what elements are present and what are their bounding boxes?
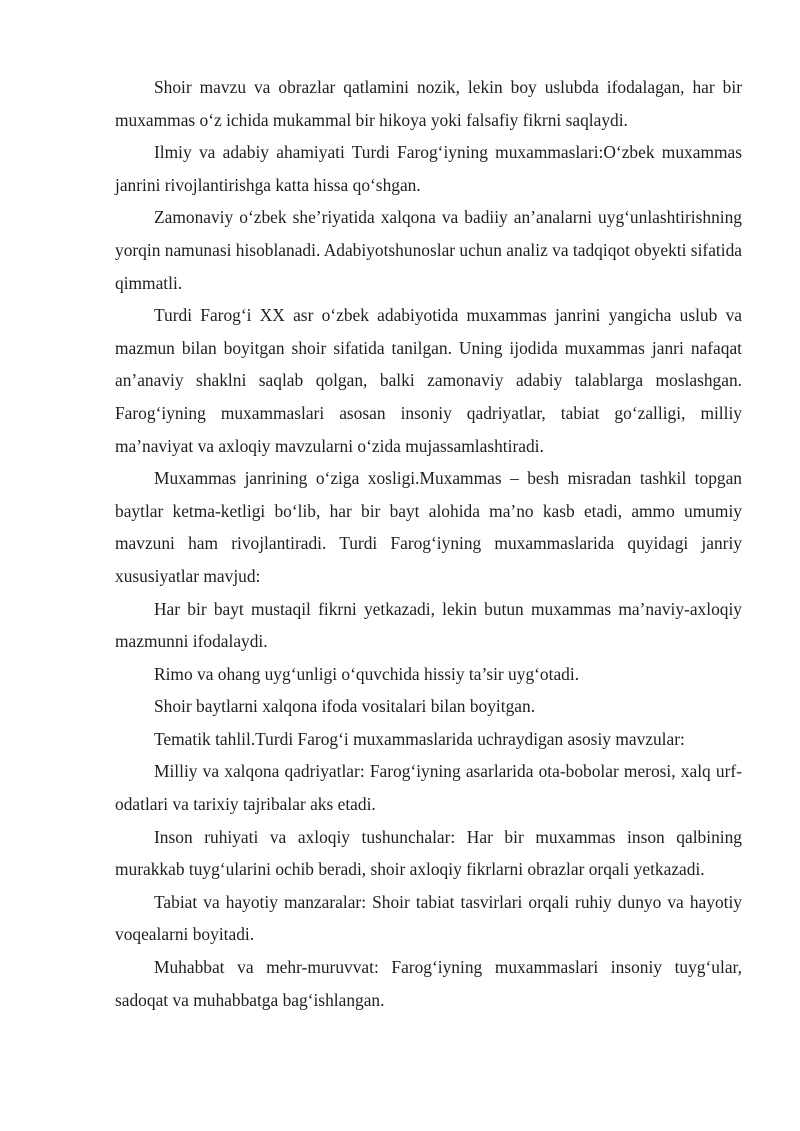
paragraph-11: Inson ruhiyati va axloqiy tushunchalar: Har bir muxammas inson qalbining murakkab tuyg‘ularini ochib beradi, shoir axloqiy fikrlarni obrazlar orqali yetkazadi. <box>115 826 742 880</box>
paragraph-10: Milliy va xalqona qadriyatlar: Farog‘iyning asarlarida ota-bobolar merosi, xalq urf-odatlari va tarixiy tajribalar aks etadi. <box>115 761 742 815</box>
paragraph-2: Ilmiy va adabiy ahamiyati Turdi Farog‘iyning muxammaslari:O‘zbek muxammas janrini rivojlantirishga katta hissa qo‘shgan. <box>115 142 742 195</box>
paragraph-12: Tabiat va hayotiy manzaralar: Shoir tabiat tasvirlari orqali ruhiy dunyo va hayotiy voqealarni boyitadi. <box>115 891 742 945</box>
paragraph-9: Tematik tahlil.Turdi Farog‘i muxammaslarida uchraydigan asosiy mavzular: <box>154 728 685 749</box>
paragraph-6: Har bir bayt mustaqil fikrni yetkazadi, lekin butun muxammas ma’naviy-axloqiy mazmunni ifodalaydi. <box>115 598 742 652</box>
paragraph-7: Rimo va ohang uyg‘unligi o‘quvchida hissiy ta’sir uyg‘otadi. <box>154 663 580 684</box>
paragraph-13: Muhabbat va mehr-muruvvat: Farog‘iyning muxammaslari insoniy tuyg‘ular, sadoqat va muhabbatga bag‘ishlangan. <box>115 957 742 1010</box>
paragraph-1: Shoir mavzu va obrazlar qatlamini nozik, lekin boy uslubda ifodalagan, har bir muxammas o‘z ichida mukammal bir hikoya yoki falsafiy fikrni saqlaydi. <box>115 77 742 130</box>
paragraph-8: Shoir baytlarni xalqona ifoda vositalari bilan boyitgan. <box>154 696 536 717</box>
paragraph-5: Muxammas janrining o‘ziga xosligi.Muxammas – besh misradan tashkil topgan baytlar ketma-ketligi bo‘lib, har bir bayt alohida ma’no kasb etadi, ammo umumiy mavzuni ham rivojlantiradi. Turdi Farog‘iyning muxammaslarida quyidagi janriy xususiyatlar mavjud: <box>115 468 742 586</box>
paragraph-3: Zamonaviy o‘zbek she’riyatida xalqona va badiiy an’analarni uyg‘unlashtirishning yorqin namunasi hisoblanadi. Adabiyotshunoslar uchun analiz va tadqiqot obyekti sifatida qimmatli. <box>115 207 742 293</box>
paragraph-4: Turdi Farog‘i XX asr o‘zbek adabiyotida muxammas janrini yangicha uslub va mazmun bilan boyitgan shoir sifatida tanilgan. Uning ijodida muxammas janri nafaqat an’anaviy shaklni saqlab qolgan, balki zamonaviy adabiy talablarga moslashgan. Farog‘iyning muxammaslari asosan insoniy qadriyatlar, tabiat go‘zalligi, milliy ma’naviyat va axloqiy mavzularni o‘zida mujassamlashtiradi. <box>115 305 742 456</box>
document-body <box>115 71 742 1016</box>
